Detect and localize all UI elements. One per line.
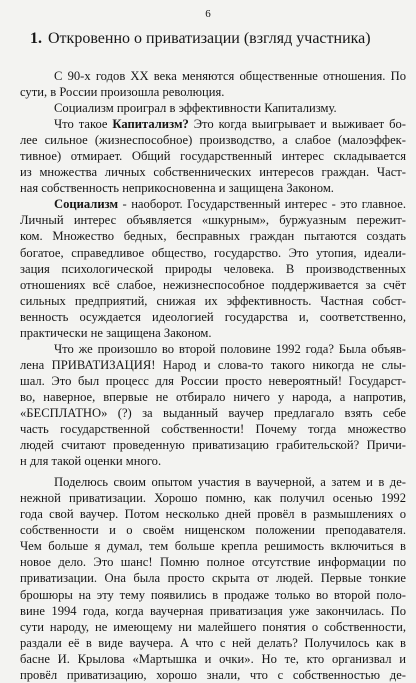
text-line [20, 651, 406, 667]
section-title: Откровенно о приватизации (взгляд участника) [48, 30, 371, 47]
paragraph [20, 68, 406, 100]
text-run: сильных предприятий, снижая их эффективность. Частная собст- [20, 293, 406, 308]
text-line [20, 132, 406, 148]
text-run: из множества личных собственнических интересов граждан. Част- [20, 165, 406, 180]
section-number: 1. [30, 30, 42, 47]
text-line [20, 293, 406, 309]
text-line [20, 261, 406, 277]
text-line [20, 228, 406, 244]
body-text [20, 68, 406, 683]
text-run: отношениях всё слабое, нежизнеспособное поддерживается за счёт [20, 277, 406, 292]
text-line [20, 667, 406, 683]
text-line [20, 619, 406, 635]
text-run: раздали её в виде ваучера. А что с ней делать? Получилось как в [20, 635, 406, 650]
text-line [20, 164, 406, 180]
paragraph [20, 341, 406, 469]
text-run: провёл приватизацию, хорошо знали, что с собственностью де- [20, 667, 406, 682]
text-line [20, 506, 406, 522]
text-line [20, 603, 406, 619]
paragraph [20, 116, 406, 196]
text-run: н для такой оценки много. [20, 454, 162, 469]
text-line [20, 180, 406, 196]
text-run: приватизации. Она была просто скрыта от людей. Первые тонкие [20, 571, 406, 586]
paragraph [20, 474, 406, 683]
text-run: тивное) отмирает. Общий государственный интерес складывается [20, 149, 406, 164]
text-line [20, 522, 406, 538]
page-number: 6 [205, 8, 211, 20]
text-run: во, наверное, впервые не отбирало ничего у народа, а напротив, [20, 389, 406, 404]
text-line [20, 325, 406, 341]
text-run: Что же произошло во второй половине 1992 года? Была объяв- [54, 341, 406, 356]
text-run: лее сильное (жизнеспособное) производство, а слабое (малоэффек- [20, 133, 406, 148]
text-run: людей считают проведенную приватизацию грабительской? Причи- [20, 438, 406, 453]
text-run: - наоборот. Государственный интерес - это главное. [118, 197, 406, 212]
text-line [20, 84, 406, 100]
bold-term: Капитализм? [112, 117, 189, 132]
text-run: сути народу, не имеющему ни малейшего понятия о собственности, [20, 619, 406, 634]
text-line [20, 196, 406, 212]
text-run: ком. Множество бедных, бесправных граждан пытаются создать [20, 229, 406, 244]
text-line [20, 357, 406, 373]
text-run: С 90-х годов XX века меняются общественные отношения. По [54, 69, 406, 83]
bold-term: Социализм [54, 197, 119, 212]
section-heading [30, 30, 412, 48]
text-line [20, 587, 406, 603]
text-run: Личный интерес объявляется «шкурным», буржуазным пережит- [20, 213, 406, 228]
text-run: богатое, справедливое общество, государство. Это утопия, идеали- [20, 245, 406, 260]
text-line [20, 421, 406, 437]
text-line [20, 635, 406, 651]
text-run: новое дело. Это шанс! Помню полное отсутствие информации по [20, 555, 406, 570]
text-line [20, 68, 406, 84]
text-run: нежной приватизации. Хорошо помню, как получил осенью 1992 [20, 491, 406, 506]
text-run: Это когда выигрывает и выживает бо- [188, 117, 406, 132]
text-line [20, 389, 406, 405]
text-line [20, 538, 406, 554]
text-run: года свой ваучер. Потом несколько дней провёл в размышлениях о [20, 507, 406, 522]
text-run: венность осуждается идеологией государства и, соответственно, [20, 309, 406, 324]
paragraph [20, 196, 406, 340]
text-line [20, 554, 406, 570]
text-line [20, 277, 406, 293]
text-run: вине 1994 года, когда ваучерная приватизация уже закончилась. По [20, 603, 406, 618]
text-run: Чем больше я думал, тем больше крепла решимость включиться в [20, 539, 406, 554]
text-run: Поделюсь своим опытом участия в ваучерной, а затем и в де- [54, 475, 406, 490]
text-run: зация психологической природы человека. В производственных [20, 261, 406, 276]
text-line [20, 341, 406, 357]
text-line [20, 490, 406, 506]
text-run: Социализм проиграл в эффективности Капитализму. [54, 101, 337, 116]
text-run: практически не защищена Законом. [20, 325, 212, 340]
text-run: собственности и о своём нищенском положении преподавателя. [20, 523, 406, 538]
text-line [20, 453, 406, 469]
text-run: сути, в России произошла революция. [20, 85, 225, 100]
text-line [20, 474, 406, 490]
text-run: шал. Это был процесс для России просто невероятный! Государст- [20, 373, 406, 388]
text-line [20, 405, 406, 421]
text-line [20, 245, 406, 261]
text-line [20, 373, 406, 389]
text-run: басне И. Крылова «Мартышка и очки». Но те, кто организвал и [20, 651, 406, 666]
text-line [20, 148, 406, 164]
text-run: «БЕСПЛАТНО» (?) за выданный ваучер предлагало взять себе [20, 405, 406, 420]
text-line [20, 212, 406, 228]
text-line [20, 116, 406, 132]
text-run: часть государственной собственности! Почему тогда множество [20, 422, 406, 437]
text-line [20, 100, 406, 116]
text-run: брошюры на эту тему появились в продаже только во второй поло- [20, 587, 406, 602]
text-run: ная собственность неприкосновенна и защищена Законом. [20, 181, 334, 196]
text-line [20, 437, 406, 453]
text-line [20, 570, 406, 586]
text-run: Что такое [54, 117, 113, 132]
text-run: лена ПРИВАТИЗАЦИЯ! Народ и слова-то такого никогда не слы- [20, 357, 406, 372]
paragraph [20, 100, 406, 116]
text-line [20, 309, 406, 325]
